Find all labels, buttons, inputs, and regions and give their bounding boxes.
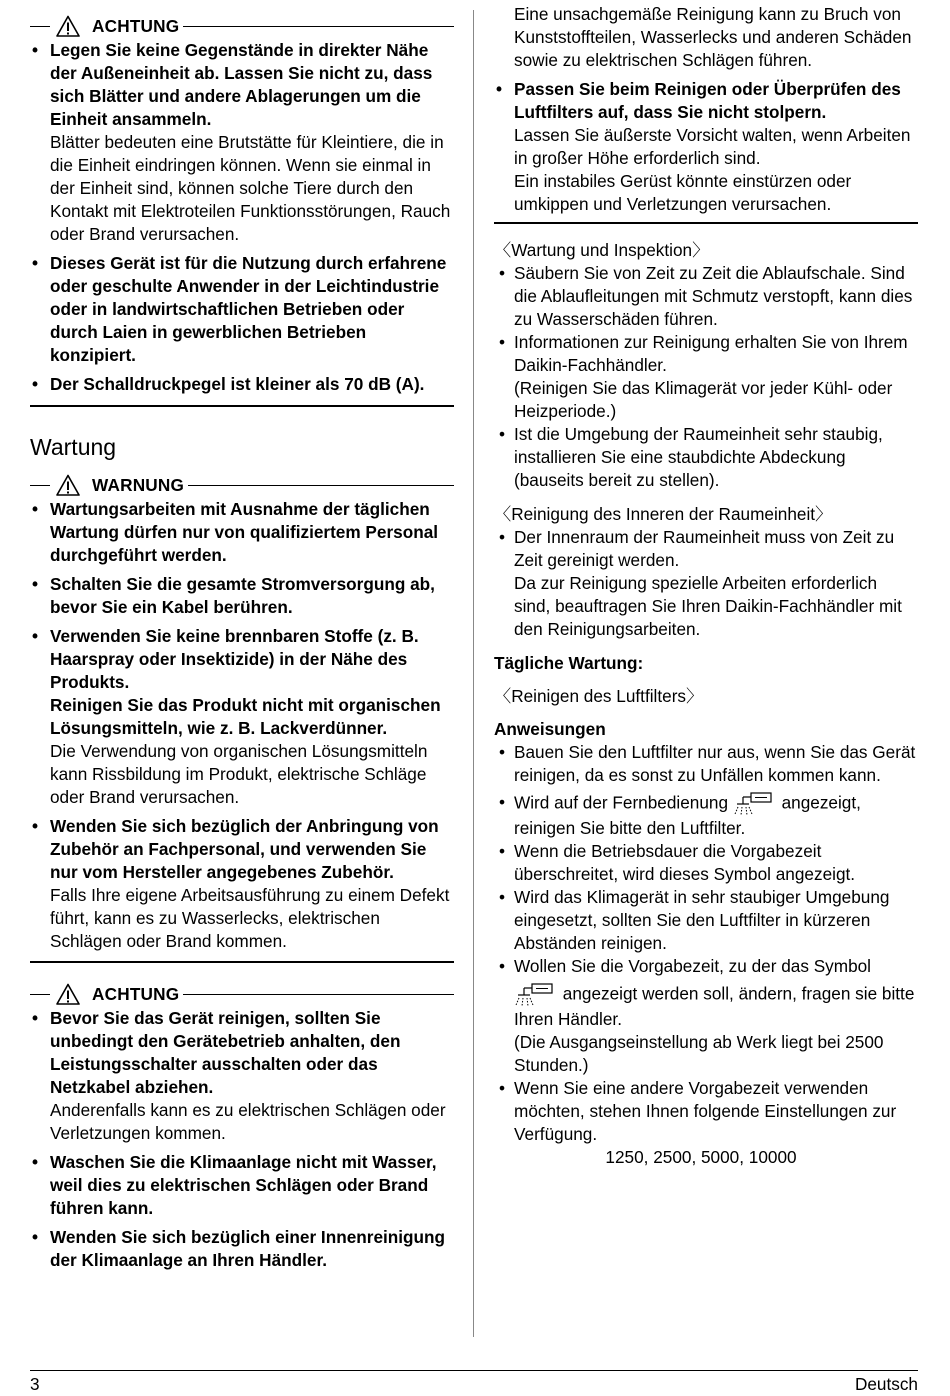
item-text: angezeigt werden soll, ändern, fragen sie bitte Ihren Händler. — [514, 983, 915, 1029]
achtung-label: ACHTUNG — [92, 15, 180, 36]
continued-text: Eine unsachgemäße Reinigung kann zu Bruch von Kunststoffteilen, Wasserlecks und anderen Schäden sowie zu elektrischen Schlägen führen. — [514, 4, 912, 70]
list-item — [494, 423, 918, 492]
item-text: Wenn Sie eine andere Vorgabezeit verwenden möchten, stehen Ihnen folgende Einstellungen zur Verfügung. — [514, 1078, 897, 1144]
filter-sign-icon — [514, 982, 558, 1008]
bold-text: • Passen Sie beim Reinigen oder Überprüfen des Luftfilters auf, dass Sie nicht stolpern. — [514, 79, 901, 122]
achtung-label: ACHTUNG — [92, 983, 180, 1004]
achtung-header-2 — [30, 981, 454, 1007]
warning-triangle-icon — [56, 983, 80, 1005]
list-item — [494, 526, 918, 641]
list-item — [494, 78, 918, 216]
item-text: Informationen zur Reinigung erhalten Sie von Ihrem Daikin-Fachhändler. — [514, 332, 908, 375]
list-item — [494, 886, 918, 955]
list-item — [30, 1151, 454, 1220]
plain-text: Lassen Sie äußerste Vorsicht walten, wenn Arbeiten in großer Höhe erforderlich sind. — [514, 125, 911, 168]
item-note: Da zur Reinigung spezielle Arbeiten erforderlich sind, beauftragen Sie Ihren Daikin-Fachhändler mit den Reinigungsarbeiten. — [514, 573, 902, 639]
item-text: Säubern Sie von Zeit zu Zeit die Ablaufschale. Sind die Ablaufleitungen mit Schmutz verstopft, kann dies zu Wasserschäden führen. — [514, 263, 913, 329]
item-text: Der Innenraum der Raumeinheit muss von Zeit zu Zeit gereinigt werden. — [514, 527, 895, 570]
item-note: (Reinigen Sie das Klimagerät vor jeder Kühl- oder Heizperiode.) — [514, 378, 893, 421]
plain-text: Falls Ihre eigene Arbeitsausführung zu einem Defekt führt, kann es zu Wasserlecks, elektrischen Schlägen oder Brand kommen. — [50, 885, 450, 951]
list-item — [30, 252, 454, 367]
list-item — [30, 573, 454, 619]
warnung-header — [30, 472, 454, 498]
list-item — [30, 1007, 454, 1145]
right-column — [494, 0, 918, 1169]
plain-text: Blätter bedeuten eine Brutstätte für Kleintiere, die in die Einheit eindringen können. Wenn sie einmal in der Einheit sind, können solche Tiere durch den Kontakt mit Elektroteilen Funktionsstörungen, Rauch oder Brand verursachen. — [50, 132, 451, 244]
list-item — [30, 625, 454, 809]
left-column — [30, 0, 454, 1278]
anweisungen-list — [494, 741, 918, 1169]
achtung-continued-list — [494, 78, 918, 216]
list-item — [494, 741, 918, 787]
setting-values: 1250, 2500, 5000, 10000 — [605, 1147, 797, 1167]
warnung-label: WARNUNG — [92, 474, 185, 495]
bold-text: • Legen Sie keine Gegenstände in direkter Nähe der Außeneinheit ab. Lassen Sie nicht zu, dass sich Blätter und andere Ablagerungen um die Einheit ansammeln. — [50, 40, 433, 129]
anweisungen-heading: Anweisungen — [494, 719, 606, 739]
list-item — [494, 791, 918, 840]
bold-text: • Verwenden Sie keine brennbaren Stoffe (z. B. Haarspray oder Insektizide) in der Nähe des Produkts. — [50, 626, 419, 692]
warning-triangle-icon — [56, 15, 80, 37]
taegliche-wartung-heading: Tägliche Wartung: — [494, 653, 644, 673]
item-text: Ist die Umgebung der Raumeinheit sehr staubig, installieren Sie eine staubdichte Abdeckung (bauseits bereit zu stellen). — [514, 424, 883, 490]
wartung-heading: 〈Wartung und Inspektion〉 — [494, 240, 710, 260]
list-item — [30, 39, 454, 246]
footer-rule — [30, 1370, 918, 1371]
plain-text: Die Verwendung von organischen Lösungsmitteln kann Rissbildung im Produkt, elektrische Schläge oder Brand verursachen. — [50, 741, 428, 807]
item-text: Bauen Sie den Luftfilter nur aus, wenn Sie das Gerät reinigen, da es sonst zu Unfällen kommen kann. — [514, 742, 916, 785]
filter-sign-icon — [733, 791, 777, 817]
list-item — [494, 955, 918, 1077]
wartung-list — [494, 262, 918, 492]
bold-text: • Waschen Sie die Klimaanlage nicht mit Wasser, weil dies zu elektrischen Schlägen oder Brand führen kann. — [50, 1152, 437, 1218]
achtung-list-2 — [30, 1007, 454, 1272]
bold-text: Reinigen Sie das Produkt nicht mit organischen Lösungsmitteln, wie z. B. Lackverdünner. — [50, 695, 441, 738]
bold-text: • Wartungsarbeiten mit Ausnahme der täglichen Wartung dürfen nur von qualifiziertem Personal durchgeführt werden. — [50, 499, 439, 565]
item-text: Wird das Klimagerät in sehr staubiger Umgebung eingesetzt, sollten Sie den Luftfilter in kürzeren Abständen reinigen. — [514, 887, 890, 953]
item-text: Wenn die Betriebsdauer die Vorgabezeit überschreitet, wird dieses Symbol angezeigt. — [514, 841, 856, 884]
list-item — [494, 1077, 918, 1169]
luftfilter-heading: 〈Reinigen des Luftfilters〉 — [494, 686, 704, 706]
plain-text: Anderenfalls kann es zu elektrischen Schlägen oder Verletzungen kommen. — [50, 1100, 446, 1143]
list-item — [30, 815, 454, 953]
bold-text: • Schalten Sie die gesamte Stromversorgung ab, bevor Sie ein Kabel berühren. — [50, 574, 435, 617]
plain-text: Ein instabiles Gerüst könnte einstürzen oder umkippen und Verletzungen verursachen. — [514, 171, 852, 214]
bold-text: • Wenden Sie sich bezüglich einer Innenreinigung der Klimaanlage an Ihren Händler. — [50, 1227, 446, 1270]
warnung-list — [30, 498, 454, 953]
item-text: • Wollen Sie die Vorgabezeit, zu der das Symbol — [514, 956, 872, 976]
section-rule — [494, 222, 918, 224]
achtung-list-1 — [30, 39, 454, 396]
bold-text: • Bevor Sie das Gerät reinigen, sollten Sie unbedingt den Gerätebetrieb anhalten, den Leistungsschalter ausschalten oder das Netzkabel abziehen. — [50, 1008, 401, 1097]
bold-text: • Der Schalldruckpegel ist kleiner als 70 dB (A). — [50, 374, 425, 394]
list-item — [494, 840, 918, 886]
footer-language: Deutsch — [854, 1374, 918, 1394]
item-note: (Die Ausgangseinstellung ab Werk liegt bei 2500 Stunden.) — [514, 1032, 884, 1075]
achtung-header-1 — [30, 13, 454, 39]
page-number: 3 — [30, 1374, 40, 1394]
warning-triangle-icon — [56, 474, 80, 496]
list-item — [30, 1226, 454, 1272]
list-item — [30, 498, 454, 567]
list-item — [494, 262, 918, 331]
innen-heading: 〈Reinigung des Inneren der Raumeinheit〉 — [494, 504, 833, 524]
list-item — [494, 331, 918, 423]
section-rule — [30, 961, 454, 963]
item-text: angezeigt, reinigen Sie bitte den Luftfilter. — [514, 792, 861, 838]
innen-list — [494, 526, 918, 641]
item-text: Wird auf der Fernbedienung — [514, 792, 729, 813]
bold-text: • Wenden Sie sich bezüglich der Anbringung von Zubehör an Fachpersonal, und verwenden Sie nur vom Hersteller angegebenes Zubehör. — [50, 816, 439, 882]
list-item — [30, 373, 454, 396]
column-divider — [473, 10, 474, 1337]
section-title: Wartung — [30, 434, 117, 460]
section-rule — [30, 405, 454, 407]
bold-text: • Dieses Gerät ist für die Nutzung durch erfahrene oder geschulte Anwender in der Leichtindustrie oder in landwirtschaftlichen Betrieben oder durch Laien in gewerblichen Betrieben konzipiert. — [50, 253, 447, 365]
